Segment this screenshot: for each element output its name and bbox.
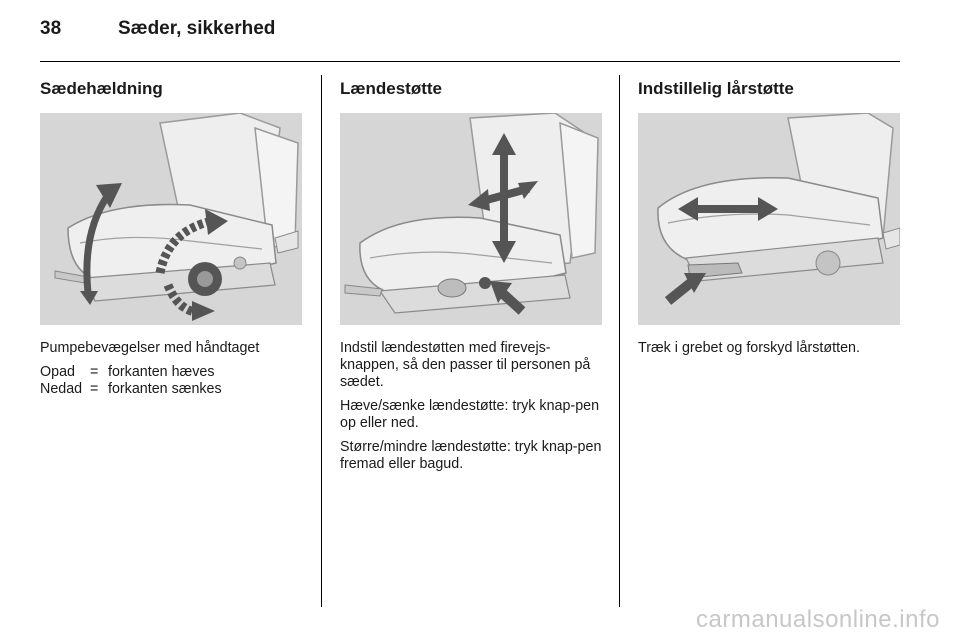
section-heading-seat-tilt: Sædehældning	[40, 79, 163, 98]
page-title: Sæder, sikkerhed	[118, 18, 276, 39]
paragraph: Træk i grebet og forskyd lårstøtten.	[638, 340, 860, 356]
definition-row	[40, 381, 222, 398]
definition-term: Nedad	[40, 381, 83, 397]
column-seat-tilt	[40, 75, 302, 398]
page-number: 38	[40, 18, 62, 39]
definition-desc: forkanten sænkes	[108, 381, 222, 397]
definition-row	[40, 364, 222, 381]
thigh-support-illustration-icon	[638, 113, 900, 325]
paragraph: Pumpebevægelser med håndtaget	[40, 340, 260, 356]
lumbar-support-text	[340, 340, 602, 473]
paragraph: Indstil lændestøtten med firevejs-knappen, så den passer til personen på sædet.	[340, 340, 591, 390]
seat-tilt-lever-illustration-icon	[40, 113, 302, 325]
definition-term: Opad	[40, 364, 75, 380]
column-lumbar-support	[340, 75, 602, 480]
section-heading-lumbar: Lændestøtte	[340, 79, 442, 98]
definition-table	[40, 364, 222, 398]
seat-tilt-text	[40, 340, 302, 398]
column-divider-2	[619, 75, 620, 607]
watermark: carmanualsonline.info	[696, 606, 940, 633]
page-header	[40, 18, 275, 40]
column-divider-1	[321, 75, 322, 607]
paragraph: Større/mindre lændestøtte: tryk knap-pen fremad eller bagud.	[340, 439, 602, 472]
thigh-support-text	[638, 340, 900, 357]
definition-desc: forkanten hæves	[108, 364, 215, 380]
header-rule	[40, 61, 900, 62]
column-thigh-support	[638, 75, 900, 364]
section-heading-thigh-support: Indstillelig lårstøtte	[638, 79, 794, 98]
definition-separator: =	[90, 364, 99, 380]
definition-separator: =	[90, 381, 99, 397]
paragraph: Hæve/sænke lændestøtte: tryk knap-pen op eller ned.	[340, 398, 600, 431]
lumbar-support-illustration-icon	[340, 113, 602, 325]
